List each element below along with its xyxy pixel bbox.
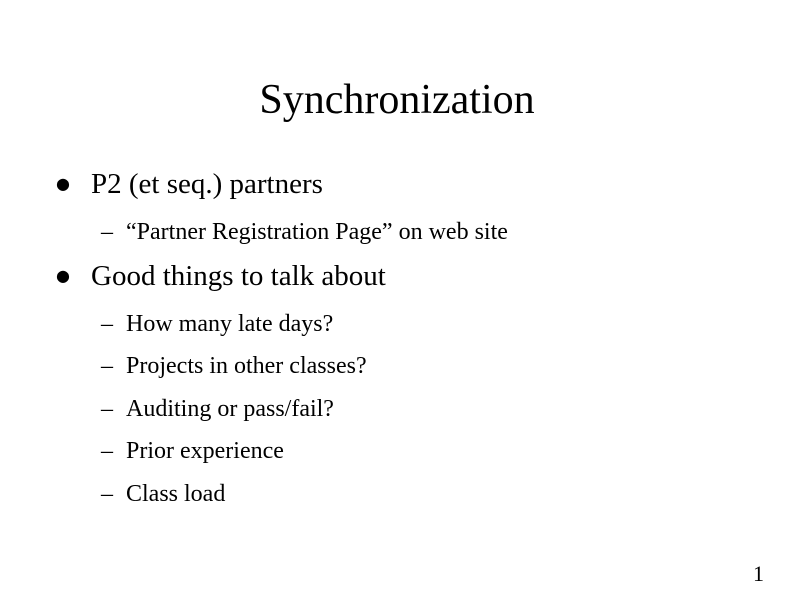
- bullet-text: Good things to talk about: [91, 260, 386, 292]
- sub-bullet-text: Prior experience: [126, 438, 284, 464]
- sub-bullet-text: “Partner Registration Page” on web site: [126, 219, 508, 245]
- sub-bullet-text: Projects in other classes?: [126, 353, 367, 379]
- dash-icon: –: [101, 311, 113, 337]
- sub-bullet-text: How many late days?: [126, 311, 334, 337]
- slide-title: Synchronization: [259, 77, 535, 123]
- dash-icon: –: [101, 219, 113, 245]
- dash-icon: –: [101, 438, 113, 464]
- dash-icon: –: [101, 353, 113, 379]
- sub-bullet-text: Auditing or pass/fail?: [126, 396, 334, 422]
- bullet-text: P2 (et seq.) partners: [91, 168, 323, 200]
- dash-icon: –: [101, 481, 113, 507]
- sub-bullet-text: Class load: [126, 481, 226, 507]
- bullet-icon: ●: [56, 266, 70, 285]
- dash-icon: –: [101, 396, 113, 422]
- bullet-icon: ●: [56, 174, 70, 193]
- page-number: 1: [753, 561, 764, 586]
